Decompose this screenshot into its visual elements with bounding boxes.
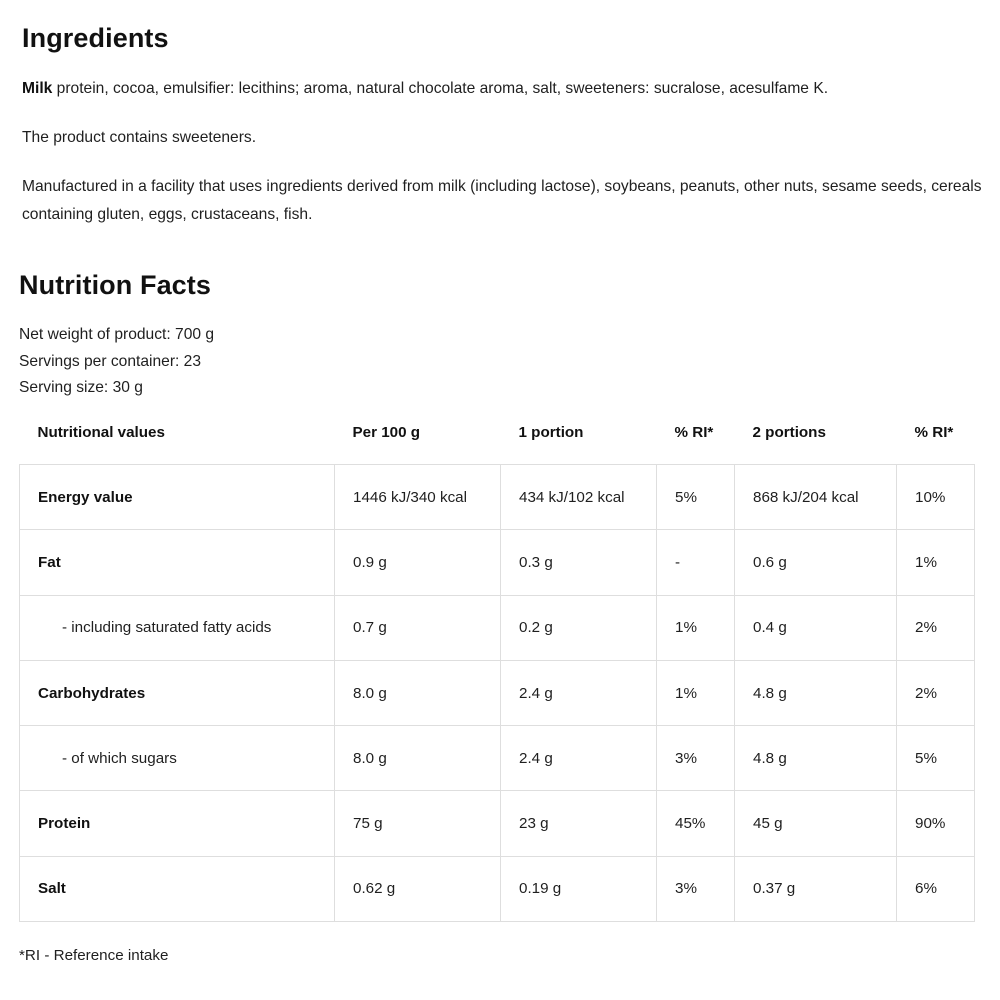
table-row-salt <box>20 856 975 921</box>
cell-ri-1-portion: - <box>657 530 735 595</box>
row-label: Fat <box>20 530 335 595</box>
cell-2-portions: 4.8 g <box>735 660 897 725</box>
cell-ri-2-portions: 6% <box>897 856 975 921</box>
cell-2-portions: 4.8 g <box>735 726 897 791</box>
cell-1-portion: 23 g <box>501 791 657 856</box>
ingredients-milk-label: Milk <box>22 80 53 97</box>
cell-ri-1-portion: 5% <box>657 465 735 530</box>
cell-2-portions: 0.37 g <box>735 856 897 921</box>
servings-per-container: Servings per container: 23 <box>19 352 202 370</box>
cell-1-portion: 2.4 g <box>501 660 657 725</box>
nutrition-facts-title: Nutrition Facts <box>19 270 212 300</box>
cell-2-portions: 0.4 g <box>735 595 897 660</box>
product-meta <box>19 322 214 402</box>
cell-ri-1-portion: 1% <box>657 660 735 725</box>
cell-1-portion: 0.2 g <box>501 595 657 660</box>
table-row-sugars <box>20 726 975 791</box>
allergen-notice: Manufactured in a facility that uses ingredients derived from milk (including lactose), soybeans, peanuts, other nuts, sesame seeds, cereals containing gluten, eggs, crustaceans, fish. <box>22 178 982 223</box>
serving-size: Serving size: 30 g <box>19 379 143 396</box>
cell-1-portion: 2.4 g <box>501 726 657 791</box>
cell-per-100g: 1446 kJ/340 kcal <box>335 465 501 530</box>
table-row-fat <box>20 530 975 595</box>
row-label: Carbohydrates <box>20 660 335 725</box>
cell-ri-2-portions: 2% <box>897 595 975 660</box>
row-label: Protein <box>20 791 335 856</box>
cell-per-100g: 0.62 g <box>335 856 501 921</box>
ingredients-list <box>22 75 987 103</box>
cell-per-100g: 0.9 g <box>335 530 501 595</box>
table-row-protein <box>20 791 975 856</box>
cell-per-100g: 8.0 g <box>335 660 501 725</box>
cell-ri-1-portion: 45% <box>657 791 735 856</box>
ri-footnote: *RI - Reference intake <box>19 947 169 964</box>
cell-ri-2-portions: 90% <box>897 791 975 856</box>
cell-ri-1-portion: 3% <box>657 726 735 791</box>
cell-ri-2-portions: 1% <box>897 530 975 595</box>
table-row-saturated-fat <box>20 595 975 660</box>
nutrition-table-header <box>20 400 975 464</box>
cell-ri-2-portions: 10% <box>897 465 975 530</box>
header-ri-1-portion: % RI* <box>674 423 714 441</box>
cell-per-100g: 0.7 g <box>335 595 501 660</box>
cell-1-portion: 0.19 g <box>501 856 657 921</box>
ingredients-title: Ingredients <box>22 23 169 53</box>
row-label: Energy value <box>20 465 335 530</box>
header-per-100g: Per 100 g <box>352 423 421 441</box>
nutrition-table <box>19 400 975 922</box>
ingredients-list-text: protein, cocoa, emulsifier: lecithins; aroma, natural chocolate aroma, salt, sweeteners: sucralose, acesulfame K. <box>52 80 829 97</box>
cell-ri-2-portions: 5% <box>897 726 975 791</box>
sweeteners-notice: The product contains sweeteners. <box>22 129 257 146</box>
row-label: - including saturated fatty acids <box>20 595 335 660</box>
cell-per-100g: 8.0 g <box>335 726 501 791</box>
row-label: Salt <box>20 856 335 921</box>
table-row-energy <box>20 465 975 530</box>
header-nutritional-values: Nutritional values <box>37 423 165 441</box>
cell-ri-1-portion: 3% <box>657 856 735 921</box>
header-ri-2-portions: % RI* <box>914 423 954 441</box>
cell-ri-2-portions: 2% <box>897 660 975 725</box>
cell-2-portions: 868 kJ/204 kcal <box>735 465 897 530</box>
row-label: - of which sugars <box>20 726 335 791</box>
cell-per-100g: 75 g <box>335 791 501 856</box>
cell-1-portion: 0.3 g <box>501 530 657 595</box>
cell-ri-1-portion: 1% <box>657 595 735 660</box>
header-2-portions: 2 portions <box>752 423 826 441</box>
header-1-portion: 1 portion <box>518 423 584 441</box>
cell-2-portions: 45 g <box>735 791 897 856</box>
cell-2-portions: 0.6 g <box>735 530 897 595</box>
cell-1-portion: 434 kJ/102 kcal <box>501 465 657 530</box>
net-weight: Net weight of product: 700 g <box>19 326 215 343</box>
table-row-carbohydrates <box>20 660 975 725</box>
